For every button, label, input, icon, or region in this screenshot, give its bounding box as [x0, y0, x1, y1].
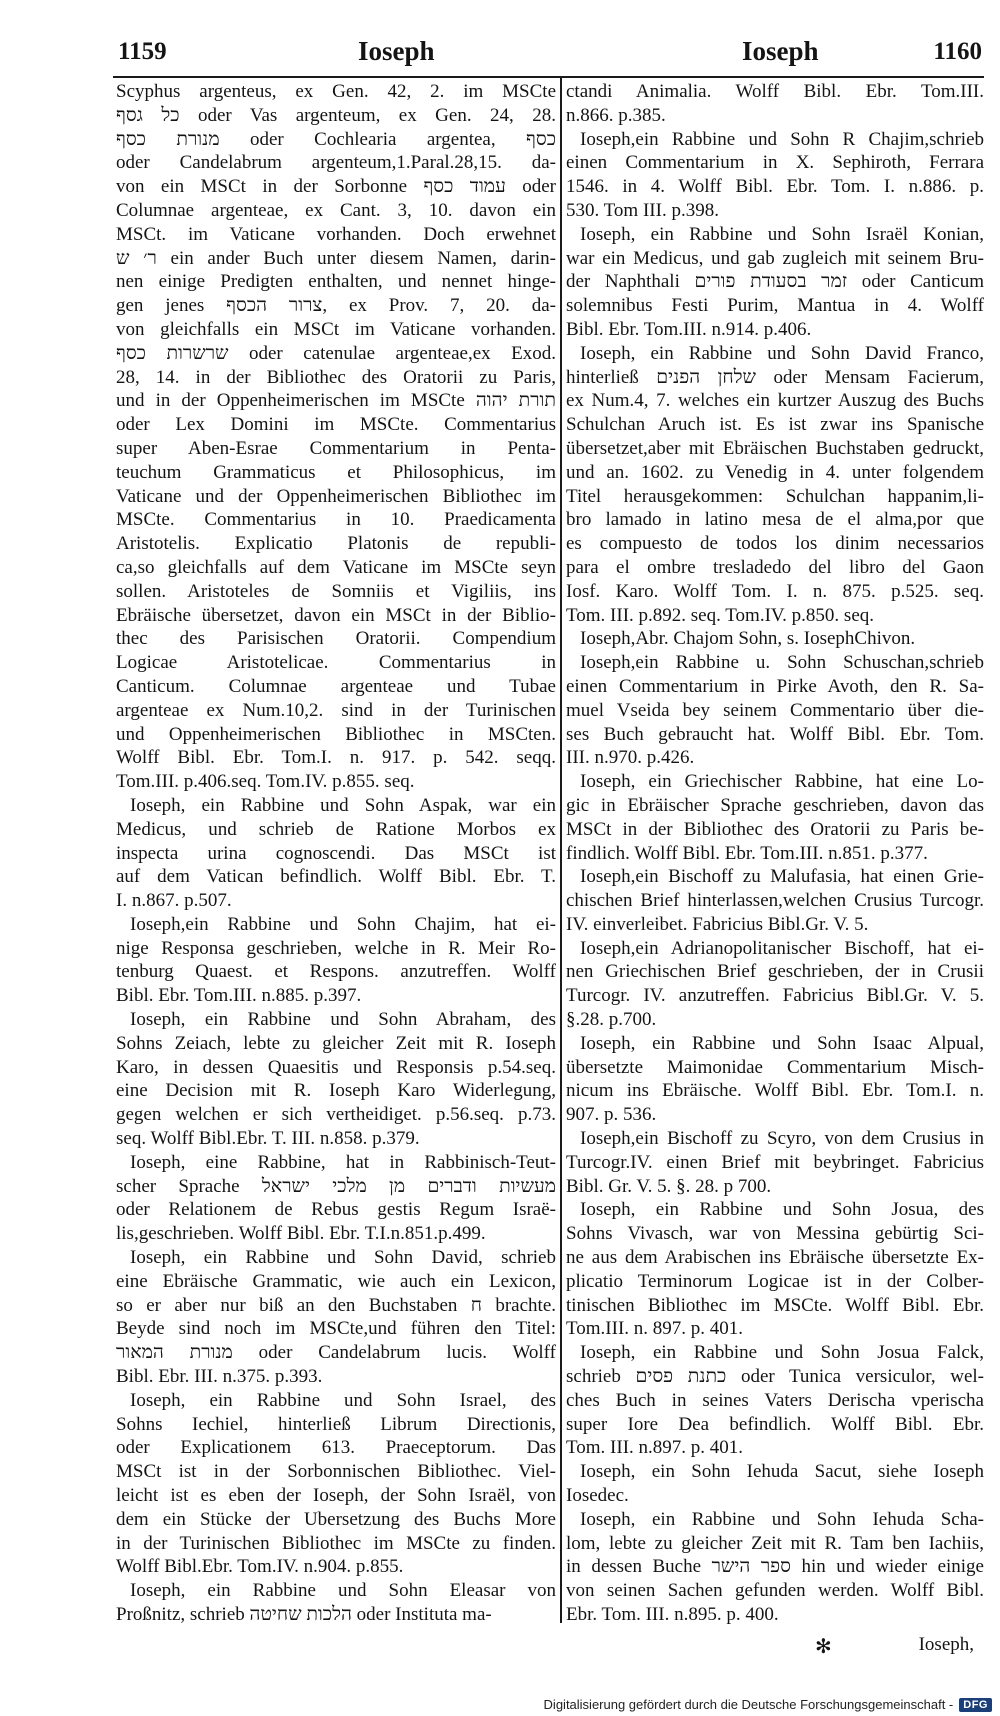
text-line: ses Buch gebraucht hat. Wolff Bibl. Ebr. Tom.: [566, 723, 984, 745]
text-line: Medicus, und schrieb de Ratione Morbos ex: [116, 818, 556, 840]
text-line: Tom.III. p.406.seq. Tom.IV. p.855. seq.: [116, 771, 415, 793]
text-line: Bibl. Ebr. III. n.375. p.393.: [116, 1366, 323, 1388]
text-line: tinischen Bibliothec im MSCte. Wolff Bibl. Ebr.: [566, 1294, 984, 1316]
text-line: 530. Tom III. p.398.: [566, 199, 719, 221]
ornament-star: ✻: [815, 1636, 832, 1658]
text-line: מנורת כסף oder Cochlearia argentea, כסף: [116, 128, 556, 150]
text-line: III. n.970. p.426.: [566, 747, 695, 769]
text-line: Titel herausgekommen: Schulchan happanim,li-: [566, 485, 984, 507]
right-column: [566, 80, 984, 1657]
text-line: chischen Brief hinterlassen,welchen Crusius Turcogr.: [566, 890, 984, 912]
text-line: tenburg Quaest. et Respons. anzutreffen. Wolff: [116, 961, 556, 983]
text-line: lom, lebte zu gleicher Zeit mit R. Tam ben Iachiis,: [566, 1532, 984, 1554]
text-line: MSCt. im Vaticane vorhanden. Doch erwehnet: [116, 223, 556, 245]
text-line: 1546. in 4. Wolff Bibl. Ebr. Tom. I. n.886. p.: [566, 176, 984, 198]
text-line: nige Responsa geschrieben, welche in R. Meir Ro-: [116, 937, 556, 959]
text-line: Ioseph, ein Rabbine und Sohn Josua, des: [580, 1199, 984, 1221]
column-separator: [560, 78, 562, 1623]
text-line: §.28. p.700.: [566, 1009, 657, 1031]
text-line: Tom. III. n.897. p. 401.: [566, 1437, 744, 1459]
text-line: IV. einverleibet. Fabricius Bibl.Gr. V. 5.: [566, 913, 869, 935]
text-line: in der Turinischen Bibliothec im MSCte zu finden.: [116, 1532, 556, 1554]
text-line: Ebräische übersetzet, davon ein MSCt in der Biblio-: [116, 604, 556, 626]
text-line: nen Griechischen Brief geschrieben, der in Crusii: [566, 961, 984, 983]
text-line: oder Lex Domini im MSCte. Commentarius: [116, 414, 556, 436]
text-line: ex Num.4, 7. welches ein kurtzer Auszug des Buchs: [566, 390, 984, 412]
text-line: Sohns Vivasch, war von Messina gebürtig Sci-: [566, 1223, 984, 1245]
catchword: Ioseph,: [918, 1633, 974, 1655]
text-line: lis,geschrieben. Wolff Bibl. Ebr. T.I.n.851.p.499.: [116, 1223, 486, 1245]
text-line: Sohns Iechiel, hinterließ Librum Directionis,: [116, 1413, 556, 1435]
text-line: super Aben-Esrae Commentarium in Penta-: [116, 437, 556, 459]
text-line: thec des Parisischen Oratorii. Compendium: [116, 628, 556, 650]
text-line: Ioseph,Abr. Chajom Sohn, s. IosephChivon.: [580, 628, 916, 650]
dfg-logo: DFG: [959, 1698, 992, 1712]
text-line: plicatio Terminorum Logicae ist in der Colber-: [566, 1270, 984, 1292]
text-line: Ioseph, ein Rabbine und Sohn Josua Falck,: [580, 1342, 984, 1364]
text-line: Bibl. Ebr. Tom.III. n.914. p.406.: [566, 318, 812, 340]
text-line: Turcogr. IV. anzutreffen. Fabricius Bibl.Gr. V. 5.: [566, 985, 984, 1007]
text-line: von ein MSCt in der Sorbonne עמוד כסף oder: [116, 176, 556, 198]
text-line: para el ombre tresladedo del libro del Gaon: [566, 556, 984, 578]
text-line: Ioseph,ein Rabbine und Sohn Chajim, hat ei-: [130, 913, 556, 935]
text-line: Iosedec.: [566, 1485, 629, 1507]
text-line: Schulchan Aruch ist. Es ist zwar ins Spanische: [566, 414, 984, 436]
text-line: übersetzte Maimonidae Commentarium Misch-: [566, 1056, 984, 1078]
text-line: und Oppenheimerischen Bibliothec in MSCten.: [116, 723, 556, 745]
text-line: dem ein Stücke der Ubersetzung des Buchs More: [116, 1508, 556, 1530]
text-line: eine Ebräische Grammatic, wie auch ein Lexicon,: [116, 1270, 556, 1292]
text-line: leicht ist es eben der Ioseph, der Sohn Israël, von: [116, 1485, 556, 1507]
text-line: Ioseph, ein Rabbine und Sohn Aspak, war ein: [130, 794, 556, 816]
text-line: seq. Wolff Bibl.Ebr. T. III. n.858. p.379.: [116, 1128, 420, 1150]
text-line: von seinen Sachen gefunden werden. Wolff Bibl.: [566, 1580, 984, 1602]
text-line: MSCte. Commentarius in 10. Praedicamenta: [116, 509, 556, 531]
text-line: gen jenes צרור הכסף, ex Prov. 7, 20. da-: [116, 295, 556, 317]
text-line: von gleichfalls ein MSCt im Vaticane vorhanden.: [116, 318, 556, 340]
text-line: Karo, in dessen Quaesitis und Responsis p.54.seq.: [116, 1056, 556, 1078]
text-line: Iosf. Karo. Wolff Tom. I. n. 875. p.525. seq.: [566, 580, 984, 602]
text-line: es compuesto de todos los dinim necessarios: [566, 533, 984, 555]
text-line: מנורת המאור oder Candelabrum lucis. Wolff: [116, 1342, 556, 1364]
text-line: Wolff Bibl.Ebr. Tom.IV. n.904. p.855.: [116, 1556, 404, 1578]
header-rule: [113, 76, 984, 78]
text-line: ca,so gleichfalls auf dem Vaticane im MSCte seyn: [116, 556, 556, 578]
right-page-number: 1160: [933, 38, 982, 65]
left-running-title: Ioseph: [358, 36, 435, 66]
text-line: einen Commentarium in X. Sephiroth, Ferrara: [566, 152, 984, 174]
text-line: I. n.867. p.507.: [116, 890, 232, 912]
text-line: in dessen Buche ספר הישר hin und wieder einige: [566, 1556, 984, 1578]
digitization-footer: [544, 1697, 992, 1712]
text-line: 907. p. 536.: [566, 1104, 657, 1126]
text-line: Columnae argenteae, ex Cant. 3, 10. davon ein: [116, 199, 556, 221]
text-line: oder Candelabrum argenteum,1.Paral.28,15. da-: [116, 152, 556, 174]
text-line: Ioseph, ein Rabbine und Sohn David Franco,: [580, 342, 984, 364]
text-line: war ein Medicus, und gab zugleich mit seinem Bru-: [566, 247, 984, 269]
text-line: Ioseph, ein Rabbine und Sohn Israël Konian,: [580, 223, 984, 245]
text-line: auf dem Vatican befindlich. Wolff Bibl. Ebr. T.: [116, 866, 556, 888]
text-line: eine Decision mit R. Ioseph Karo Widerlegung,: [116, 1080, 556, 1102]
text-line: Ioseph, ein Griechischer Rabbine, hat eine Lo-: [580, 771, 984, 793]
text-line: Beyde sind noch im MSCte,und führen den Titel:: [116, 1318, 556, 1340]
text-line: Ioseph,ein Rabbine und Sohn R Chajim,schrieb: [580, 128, 984, 150]
text-line: muel Vseida bey seinem Commentario über die-: [566, 699, 984, 721]
text-line: Ioseph, ein Rabbine und Sohn Isaac Alpual,: [580, 1032, 984, 1054]
text-line: Ioseph, ein Rabbine und Sohn Eleasar von: [130, 1580, 556, 1602]
text-line: Bibl. Ebr. Tom.III. n.885. p.397.: [116, 985, 362, 1007]
text-line: Ioseph, eine Rabbine, hat in Rabbinisch-Teut-: [130, 1151, 556, 1173]
text-line: Canticum. Columnae argenteae und Tubae: [116, 675, 556, 697]
text-line: Ioseph, ein Rabbine und Sohn David, schrieb: [130, 1247, 556, 1269]
text-line: einen Commentarium in Pirke Avoth, den R. Sa-: [566, 675, 984, 697]
text-line: Ioseph, ein Rabbine und Sohn Israel, des: [130, 1389, 556, 1411]
text-line: Tom.III. n. 897. p. 401.: [566, 1318, 744, 1340]
text-line: schrieb כתנת פסים oder Tunica versiculor, wel-: [566, 1366, 984, 1388]
text-line: כל גסף oder Vas argenteum, ex Gen. 24, 28.: [116, 104, 556, 126]
text-line: Aristotelis. Explicatio Platonis de republi-: [116, 533, 556, 555]
text-line: solemnibus Festi Purim, Mantua in 4. Wolff: [566, 295, 984, 317]
text-line: teuchum Grammaticus et Philosophicus, im: [116, 461, 556, 483]
text-line: ne aus dem Arabischen ins Ebräische übersetzte Ex-: [566, 1247, 984, 1269]
text-line: oder Explicationem 613. Praeceptorum. Das: [116, 1437, 556, 1459]
text-line: ctandi Animalia. Wolff Bibl. Ebr. Tom.III.: [566, 81, 984, 102]
text-line: scher Sprache מעשיות ודברים מן מלכי ישראל: [116, 1175, 556, 1197]
text-line: Vaticane und der Oppenheimerischen Bibliothec im: [116, 485, 556, 507]
text-line: 28, 14. in der Bibliothec des Oratorii zu Paris,: [116, 366, 556, 388]
text-line: Logicae Aristotelicae. Commentarius in: [116, 652, 556, 674]
text-line: Ioseph, ein Rabbine und Sohn Abraham, des: [130, 1009, 556, 1031]
text-line: Wolff Bibl. Ebr. Tom.I. n. 917. p. 542. seqq.: [116, 747, 556, 769]
text-line: Ioseph, ein Rabbine und Sohn Iehuda Scha-: [580, 1508, 984, 1530]
footer-text: Digitalisierung gefördert durch die Deutsche Forschungsgemeinschaft -: [543, 1697, 954, 1712]
text-line: Proßnitz, schrieb הלכות שחיטה oder Instituta ma-: [116, 1604, 492, 1625]
text-line: MSCt ist in der Sorbonnischen Bibliothec. Viel-: [116, 1461, 556, 1483]
right-running-title: Ioseph: [742, 36, 819, 66]
text-line: Ioseph, ein Sohn Iehuda Sacut, siehe Ioseph: [580, 1461, 984, 1483]
text-line: inspecta urina cognoscendi. Das MSCt ist: [116, 842, 556, 864]
text-line: nicum ins Ebräische. Wolff Bibl. Ebr. Tom.I. n.: [566, 1080, 984, 1102]
left-column: [116, 80, 556, 1627]
text-line: so er aber nur biß an den Buchstaben ח brachte.: [116, 1294, 556, 1316]
text-line: der Naphthali זמר בסעודת פורים oder Canticum: [566, 271, 984, 293]
text-line: Scyphus argenteus, ex Gen. 42, 2. im MSCte: [116, 81, 556, 102]
text-line: ר׳ ש ein ander Buch unter diesem Namen, darin-: [116, 247, 556, 269]
text-line: hinterließ שלחן הפנים oder Mensam Facierum,: [566, 366, 984, 388]
text-line: Ioseph,ein Bischoff zu Malufasia, hat einen Grie-: [580, 866, 984, 888]
text-line: gegen welchen er sich vertheidiget. p.56.seq. p.73.: [116, 1104, 556, 1126]
text-line: Turcogr.IV. einen Brief mit beybringet. Fabricius: [566, 1151, 984, 1173]
text-line: MSCt in der Bibliothec des Oratorii zu Paris be-: [566, 818, 984, 840]
text-line: findlich. Wolff Bibl. Ebr. Tom.III. n.851. p.377.: [566, 842, 928, 864]
text-line: und in der Oppenheimerischen im MSCte תורת יהוה: [116, 390, 556, 412]
text-line: ches Buch in seines Vaters Derischa vperischa: [566, 1389, 984, 1411]
text-line: Ioseph,ein Adrianopolitanischer Bischoff, hat ei-: [580, 937, 984, 959]
left-page-number: 1159: [118, 38, 167, 65]
text-line: bro lamado in latino mesa de el alma,por que: [566, 509, 984, 531]
text-line: n.866. p.385.: [566, 104, 666, 126]
text-line: Ioseph,ein Bischoff zu Scyro, von dem Crusius in: [580, 1128, 984, 1150]
text-line: Ebr. Tom. III. n.895. p. 400.: [566, 1604, 779, 1625]
text-line: oder Relationem de Rebus gestis Regum Israë-: [116, 1199, 556, 1221]
text-line: gic in Ebräischer Sprache geschrieben, davon das: [566, 794, 984, 816]
text-line: Ioseph,ein Rabbine u. Sohn Schuschan,schrieb: [580, 652, 984, 674]
text-line: argenteae ex Num.10,2. sind in der Turinischen: [116, 699, 556, 721]
text-line: übersetzet,aber mit Ebräischen Buchstaben gedruckt,: [566, 437, 984, 459]
text-line: Sohns Zeiach, lebte zu gleicher Zeit mit R. Ioseph: [116, 1032, 556, 1054]
text-line: nen einige Predigten enthalten, und nennet hinge-: [116, 271, 556, 293]
text-line: שרשרות כסף oder catenulae argenteae,ex Exod.: [116, 342, 556, 364]
text-line: Tom. III. p.892. seq. Tom.IV. p.850. seq.: [566, 604, 875, 626]
text-line: Bibl. Gr. V. 5. §. 28. p 700.: [566, 1175, 772, 1197]
text-line: und an. 1602. zu Venedig in 4. unter folgendem: [566, 461, 984, 483]
text-line: super Iore Dea befindlich. Wolff Bibl. Ebr.: [566, 1413, 984, 1435]
text-line: sollen. Aristoteles de Somniis et Vigiliis, ins: [116, 580, 556, 602]
